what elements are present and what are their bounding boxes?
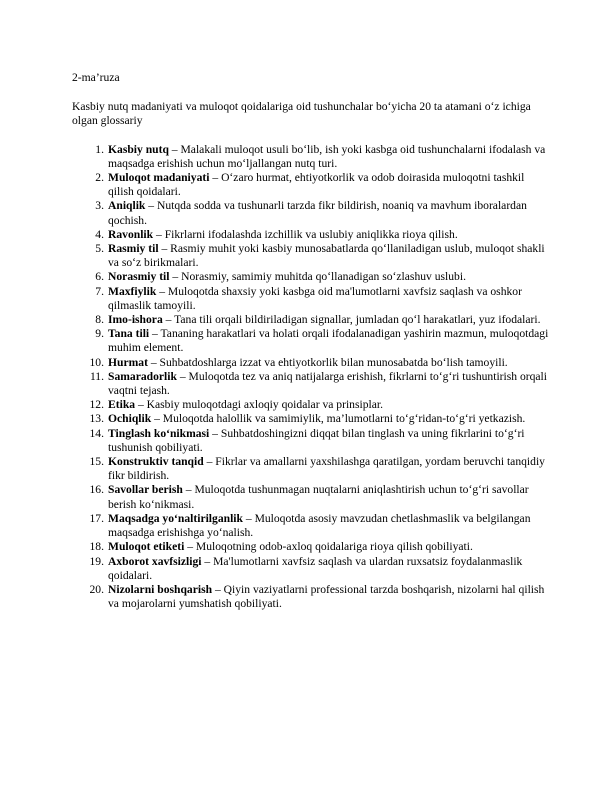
glossary-item-number: 4. [95,227,104,241]
glossary-term: Muloqot madaniyati [108,171,210,185]
glossary-item-number: 18. [89,540,104,554]
glossary-term: Ochiqlik [108,412,152,426]
glossary-item [72,171,550,199]
glossary-term: Konstruktiv tanqid [108,455,204,469]
glossary-term: Tinglash ko‘nikmasi [108,426,210,440]
glossary-item [72,356,550,370]
glossary-definition: – Qiyin vaziyatlarni professional tarzda boshqarish, nizolarni hal qilish va mojarolarni yumshatish qobiliyati. [108,582,545,611]
glossary-term: Imo-ishora [108,313,163,327]
glossary-item [72,398,550,412]
glossary-item-number: 3. [95,199,104,213]
glossary-item-number: 15. [89,455,104,469]
glossary-definition: – Fikrlarni ifodalashda izchillik va uslubiy aniqlikka rioya qilish. [153,227,458,241]
glossary-term: Axborot xavfsizligi [108,554,202,568]
glossary-definition: – Muloqotda asosiy mavzudan chetlashmaslik va belgilangan maqsadga erishishga yo‘nalish. [108,511,531,540]
glossary-definition: – Ma'lumotlarni xavfsiz saqlash va ulardan ruxsatsiz foydalanmaslik qoidalari. [108,554,523,582]
glossary-item [72,512,550,540]
glossary-item [72,427,550,455]
glossary-item [72,327,550,355]
glossary-term: Norasmiy til [108,270,170,284]
glossary-definition: – Tananing harakatlari va holati orqali ifodalanadigan yashirin mazmun, muloqotdagi muhim element. [108,327,549,355]
glossary-definition: – O‘zaro hurmat, ehtiyotkorlik va odob doirasida muloqotni tashkil qilish qoidalari. [108,171,525,199]
glossary-item [72,313,550,327]
glossary-term: Savollar berish [108,483,183,497]
glossary-definition: – Muloqotda tushunmagan nuqtalarni aniqlashtirish uchun to‘g‘ri savollar berish ko‘nikmasi. [108,483,529,511]
glossary-item-number: 16. [89,483,104,497]
glossary-item [72,228,550,242]
glossary-definition: – Muloqotda shaxsiy yoki kasbga oid ma'lumotlarni xavfsiz saqlash va oshkor qilmaslik tamoyili. [108,284,522,312]
document-page [72,71,550,611]
glossary-term: Ravonlik [108,227,154,241]
glossary-definition: – Muloqotda halollik va samimiylik, ma’lumotlarni to‘g‘ridan-to‘g‘ri yetkazish. [151,412,526,426]
glossary-item [72,555,550,583]
glossary-item [72,242,550,270]
glossary-item [72,455,550,483]
glossary-item-number: 13. [89,412,104,426]
glossary-item-number: 8. [95,313,104,327]
glossary-definition: – Suhbatdoshingizni diqqat bilan tinglash va uning fikrlarini to‘g‘ri tushunish qobiliyati. [108,426,525,454]
glossary-definition: – Malakali muloqot usuli bo‘lib, ish yoki kasbga oid tushunchalarni ifodalash va maqsadga erishish uchun mo‘ljallangan nutq turi. [108,142,546,170]
glossary-item [72,483,550,511]
glossary-list [72,143,550,612]
glossary-item-number: 10. [89,355,104,369]
glossary-item [72,540,550,554]
glossary-term: Tana tili [108,327,150,341]
glossary-item [72,285,550,313]
glossary-item-number: 2. [95,171,104,185]
glossary-definition: – Fikrlar va amallarni yaxshilashga qaratilgan, yordam beruvchi tanqidiy fikr bildirish. [108,455,545,483]
glossary-term: Hurmat [108,355,148,369]
glossary-item [72,270,550,284]
glossary-term: Kasbiy nutq [108,142,169,156]
glossary-item-number: 1. [95,142,104,156]
glossary-item-number: 12. [89,398,104,412]
glossary-definition: – Rasmiy muhit yoki kasbiy munosabatlarda qo‘llaniladigan uslub, muloqot shakli va so‘z birikmalari. [108,242,545,270]
glossary-item [72,199,550,227]
glossary-item-number: 14. [89,426,104,440]
glossary-definition: – Muloqotda tez va aniq natijalarga erishish, fikrlarni to‘g‘ri tushuntirish orqali vaqtni tejash. [108,369,547,398]
glossary-term: Aniqlik [108,199,146,213]
glossary-item-number: 11. [89,369,104,383]
glossary-term: Maxfiylik [108,284,157,298]
glossary-item-number: 17. [89,511,104,525]
glossary-definition: – Norasmiy, samimiy muhitda qo‘llanadigan so‘zlashuv uslubi. [169,270,466,284]
glossary-item-number: 7. [95,284,104,298]
glossary-term: Samaradorlik [108,369,177,383]
glossary-definition: – Nutqda sodda va tushunarli tarzda fikr bildirish, noaniq va mavhum iboralardan qochish. [108,199,527,227]
glossary-term: Maqsadga yo‘naltirilganlik [108,511,243,525]
glossary-definition: – Tana tili orqali bildiriladigan signallar, jumladan qo‘l harakatlari, yuz ifodalari. [162,313,541,327]
glossary-item-number: 9. [95,327,104,341]
glossary-intro: Kasbiy nutq madaniyati va muloqot qoidalariga oid tushunchalar bo‘yicha 20 ta atamani o‘z ichiga olgan glossariy [72,100,531,128]
glossary-term: Muloqot etiketi [108,540,185,554]
glossary-definition: – Suhbatdoshlarga izzat va ehtiyotkorlik bilan munosabatda bo‘lish tamoyili. [147,355,508,369]
lecture-heading: 2-ma’ruza [72,71,120,84]
glossary-item-number: 5. [95,242,104,256]
glossary-definition: – Kasbiy muloqotdagi axloqiy qoidalar va prinsiplar. [135,398,383,412]
glossary-term: Etika [108,398,136,412]
glossary-item-number: 6. [95,270,104,284]
glossary-term: Nizolarni boshqarish [108,582,213,596]
glossary-item-number: 19. [89,554,104,568]
glossary-item-number: 20. [89,582,104,596]
glossary-item [72,412,550,426]
glossary-term: Rasmiy til [108,242,159,256]
glossary-item [72,370,550,398]
glossary-item [72,583,550,611]
glossary-item [72,143,550,171]
glossary-definition: – Muloqotning odob-axloq qoidalariga rioya qilish qobiliyati. [184,540,473,554]
